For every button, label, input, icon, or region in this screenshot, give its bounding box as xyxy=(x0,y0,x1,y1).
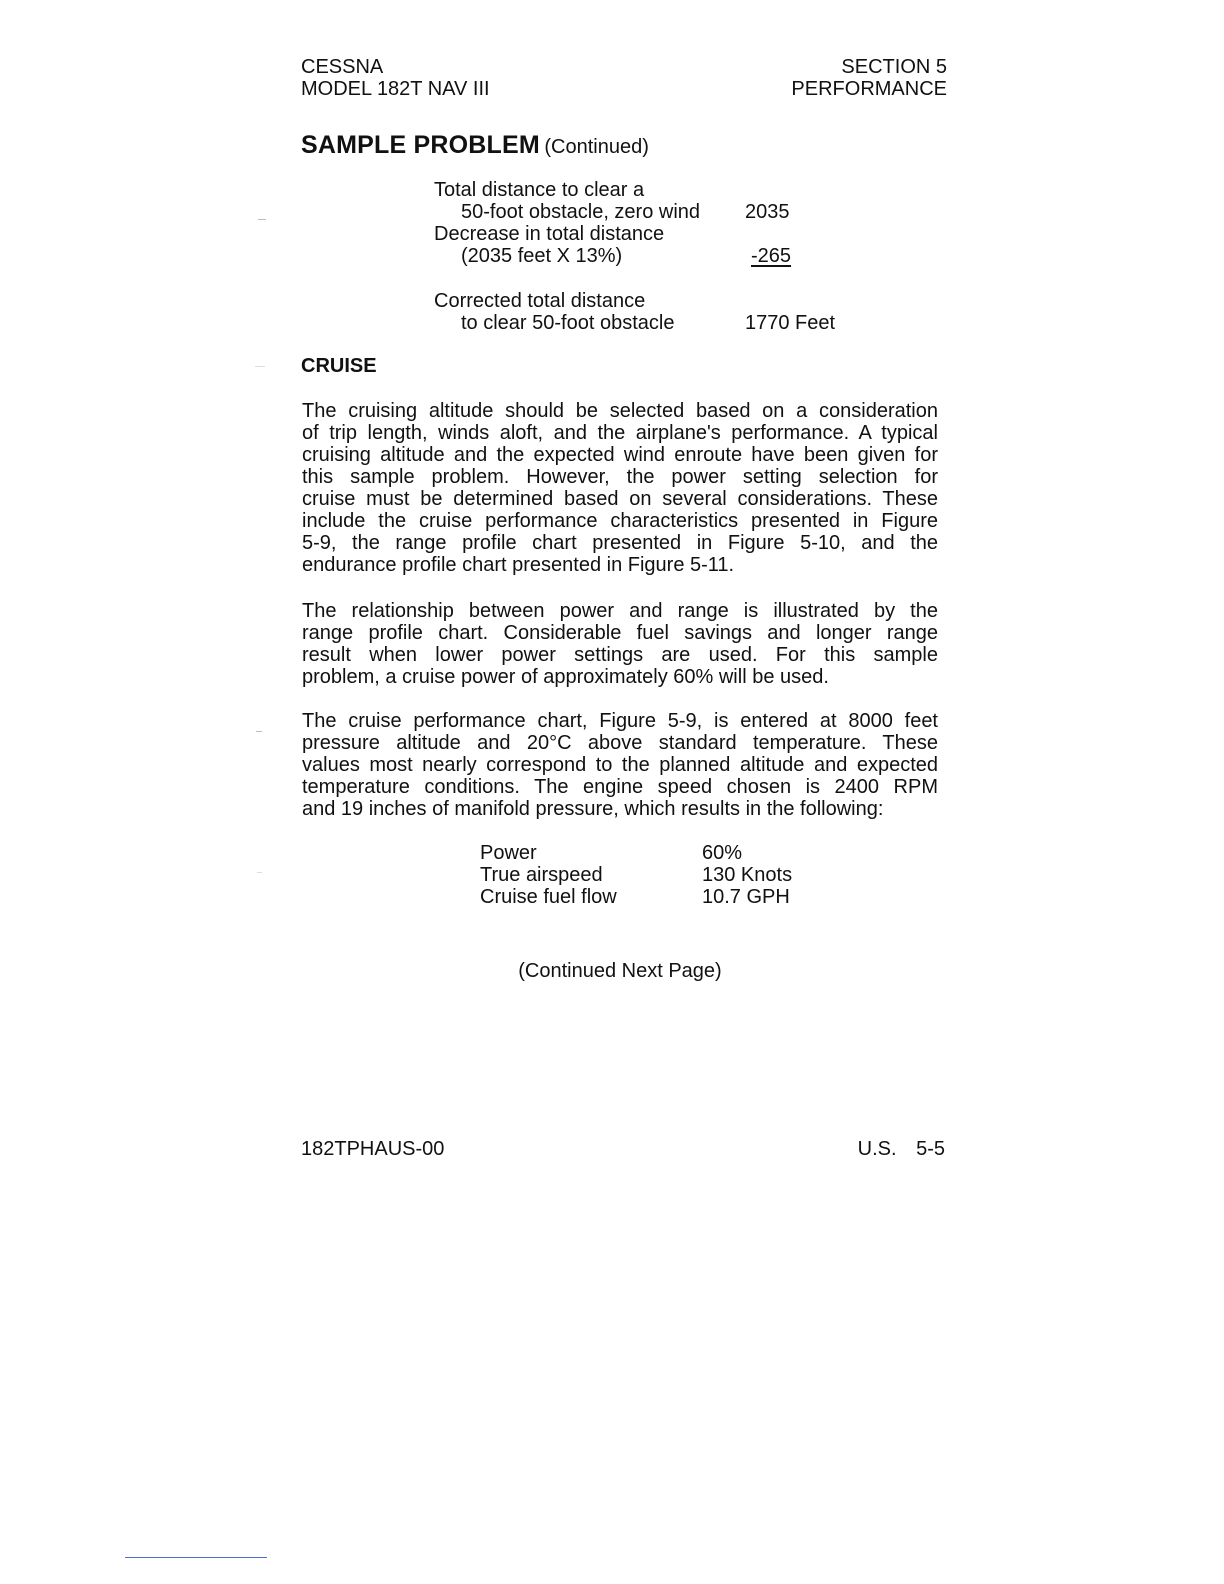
cruise-paragraph-1 xyxy=(302,400,938,576)
paragraph-line: range profile chart. Considerable fuel savings and longer range xyxy=(302,622,938,644)
result-power-label: Power xyxy=(480,842,537,864)
cruise-heading: CRUISE xyxy=(301,355,377,377)
calc-row-4-label: (2035 feet X 13%) xyxy=(461,245,623,267)
scan-speck xyxy=(256,731,262,732)
result-fuel-label: Cruise fuel flow xyxy=(480,886,617,908)
calc-row-6-value: 1770 Feet xyxy=(745,312,836,334)
model-name: MODEL 182T NAV III xyxy=(301,78,490,100)
paragraph-line: 5-9, the range profile chart presented in Figure 5-10, and the xyxy=(302,532,938,554)
page-title-main: SAMPLE PROBLEM xyxy=(301,131,540,159)
page-title xyxy=(301,131,649,160)
header-left xyxy=(301,56,490,100)
paragraph-line: temperature conditions. The engine speed chosen is 2400 RPM xyxy=(302,776,938,798)
cruise-paragraph-3 xyxy=(302,710,938,820)
calc-row-4-value-text: -265 xyxy=(751,245,792,267)
calc-row-3-label: Decrease in total distance xyxy=(434,223,665,245)
calc-row-2-value: 2035 xyxy=(745,201,790,223)
calc-row-2-label: 50-foot obstacle, zero wind xyxy=(461,201,701,223)
paragraph-line: values most nearly correspond to the planned altitude and expected xyxy=(302,754,938,776)
footer-region: U.S. xyxy=(857,1138,897,1160)
paragraph-line: of trip length, winds aloft, and the airplane's performance. A typical xyxy=(302,422,938,444)
paragraph-line: this sample problem. However, the power setting selection for xyxy=(302,466,938,488)
paragraph-line: endurance profile chart presented in Figure 5-11. xyxy=(302,554,735,576)
paragraph-line: and 19 inches of manifold pressure, which results in the following: xyxy=(302,798,884,820)
paragraph-line: result when lower power settings are used. For this sample xyxy=(302,644,938,666)
scan-speck xyxy=(258,219,266,220)
header-right xyxy=(791,56,947,100)
paragraph-line: The cruise performance chart, Figure 5-9, is entered at 8000 feet xyxy=(302,710,938,732)
result-tas-value: 130 Knots xyxy=(702,864,793,886)
result-power-value: 60% xyxy=(702,842,743,864)
calc-row-6-label: to clear 50-foot obstacle xyxy=(461,312,675,334)
paragraph-line: cruising altitude and the expected wind enroute have been given for xyxy=(302,444,938,466)
paragraph-line: The relationship between power and range is illustrated by the xyxy=(302,600,938,622)
scan-speck xyxy=(257,872,262,873)
scan-speck xyxy=(255,366,265,367)
page-title-suffix: (Continued) xyxy=(544,136,649,158)
paragraph-line: cruise must be determined based on several considerations. These xyxy=(302,488,938,510)
result-tas-label: True airspeed xyxy=(480,864,603,886)
paragraph-line: The cruising altitude should be selected based on a consideration xyxy=(302,400,938,422)
calc-row-4-value xyxy=(751,245,791,267)
paragraph-line: problem, a cruise power of approximately 60% will be used. xyxy=(302,666,829,688)
calc-row-5-label: Corrected total distance xyxy=(434,290,646,312)
section-number: SECTION 5 xyxy=(841,56,947,78)
paragraph-line: include the cruise performance characteristics presented in Figure xyxy=(302,510,938,532)
footer-page-info xyxy=(858,1138,945,1160)
footer-doc-id: 182TPHAUS-00 xyxy=(301,1138,445,1160)
calc-row-1-label: Total distance to clear a xyxy=(434,179,645,201)
continued-note: (Continued Next Page) xyxy=(518,960,722,982)
manufacturer: CESSNA xyxy=(301,56,384,78)
cruise-paragraph-2 xyxy=(302,600,938,688)
result-fuel-value: 10.7 GPH xyxy=(702,886,790,908)
bottom-rule xyxy=(125,1557,267,1558)
footer-page-number: 5-5 xyxy=(916,1138,945,1160)
paragraph-line: pressure altitude and 20°C above standard temperature. These xyxy=(302,732,938,754)
section-title: PERFORMANCE xyxy=(791,78,947,100)
